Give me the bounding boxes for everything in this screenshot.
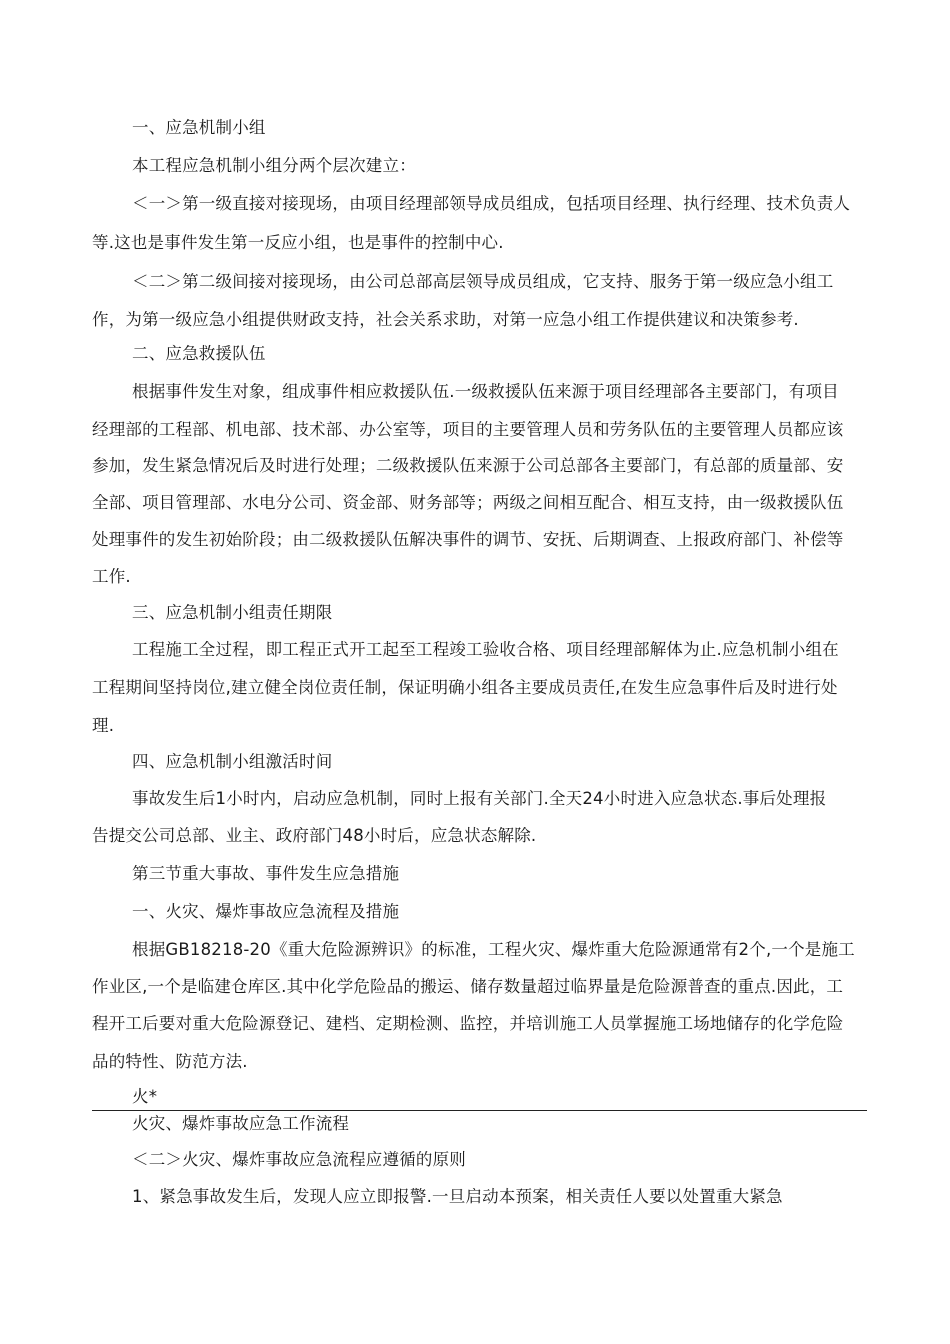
paragraph-line: 作业区,一个是临建仓库区.其中化学危险品的搬运、储存数量超过临界量是危险源普查的重点.因此，工: [92, 977, 844, 996]
paragraph-line: 根据GB18218-20《重大危险源辨识》的标准，工程火灾、爆炸重大危险源通常有2个,一个是施工: [132, 940, 855, 959]
paragraph-line: 全部、项目管理部、水电分公司、资金部、财务部等；两级之间相互配合、相互支持，由一级救援队伍: [92, 493, 844, 512]
figure-placeholder-text: 火*: [132, 1087, 158, 1106]
heading-activation-time: 四、应急机制小组激活时间: [132, 752, 333, 771]
heading-rescue-team: 二、应急救援队伍: [132, 344, 266, 363]
paragraph-line: 工程施工全过程，即工程正式开工起至工程竣工验收合格、项目经理部解体为止.应急机制小组在: [132, 640, 839, 659]
paragraph-line: 处理事件的发生初始阶段；由二级救援队伍解决事件的调节、安抚、后期调查、上报政府部门、补偿等: [92, 530, 844, 549]
paragraph-line: 事故发生后1小时内，启动应急机制，同时上报有关部门.全天24小时进入应急状态.事后处理报: [132, 789, 827, 808]
paragraph-line: 作，为第一级应急小组提供财政支持，社会关系求助，对第一应急小组工作提供建议和决策参考.: [92, 310, 799, 329]
paragraph-line: 经理部的工程部、机电部、技术部、办公室等，项目的主要管理人员和劳务队伍的主要管理人员都应该: [92, 420, 844, 439]
horizontal-divider: [92, 1110, 867, 1111]
heading-emergency-group: 一、应急机制小组: [132, 118, 266, 137]
figure-caption: 火灾、爆炸事故应急工作流程: [132, 1114, 350, 1133]
heading-section-3: 第三节重大事故、事件发生应急措施: [132, 864, 400, 883]
paragraph-line: 1、紧急事故发生后，发现人应立即报警.一旦启动本预案，相关责任人要以处置重大紧急: [132, 1187, 783, 1206]
paragraph-line: 根据事件发生对象，组成事件相应救援队伍.一级救援队伍来源于项目经理部各主要部门，有项目: [132, 382, 839, 401]
paragraph-line: ＜一＞第一级直接对接现场，由项目经理部领导成员组成，包括项目经理、执行经理、技术负责人: [132, 194, 851, 213]
paragraph-line: 工作.: [92, 567, 131, 586]
heading-responsibility-period: 三、应急机制小组责任期限: [132, 603, 333, 622]
paragraph-line: 程开工后要对重大危险源登记、建档、定期检测、监控，并培训施工人员掌握施工场地储存的化学危险: [92, 1014, 844, 1033]
paragraph-line: ＜二＞第二级间接对接现场，由公司总部高层领导成员组成，它支持、服务于第一级应急小组工: [132, 272, 834, 291]
paragraph-line: 等.这也是事件发生第一反应小组，也是事件的控制中心.: [92, 233, 504, 252]
paragraph-line: 参加，发生紧急情况后及时进行处理；二级救援队伍来源于公司总部各主要部门，有总部的质量部、安: [92, 456, 844, 475]
paragraph-line: 品的特性、防范方法.: [92, 1052, 248, 1071]
paragraph-line: 告提交公司总部、业主、政府部门48小时后，应急状态解除.: [92, 826, 537, 845]
paragraph-line: 理.: [92, 716, 115, 735]
paragraph-line: 本工程应急机制小组分两个层次建立：: [132, 156, 416, 175]
paragraph-line: 工程期间坚持岗位,建立健全岗位责任制，保证明确小组各主要成员责任,在发生应急事件后及时进行处: [92, 678, 838, 697]
heading-principles: ＜二＞火灾、爆炸事故应急流程应遵循的原则: [132, 1150, 466, 1169]
heading-fire-explosion: 一、火灾、爆炸事故应急流程及措施: [132, 902, 400, 921]
